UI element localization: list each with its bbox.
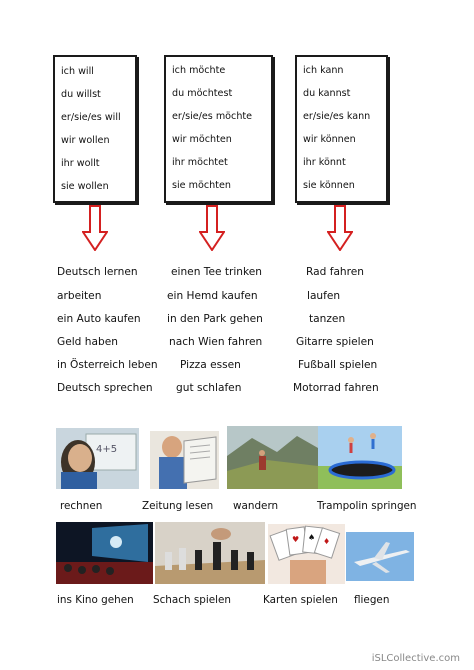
phrase: tanzen [309,313,346,325]
photo-wandern [227,426,318,489]
conjugation-line: ich will [61,66,94,77]
phrase: Motorrad fahren [293,382,379,394]
picture-caption: Karten spielen [263,594,338,606]
conjugation-line: wir können [303,134,356,145]
conjugation-box-moechten [164,55,273,203]
footer-watermark: iSLCollective.com [371,653,460,664]
conjugation-line: sie möchten [172,180,231,191]
conjugation-line: sie wollen [61,181,109,192]
conjugation-line: ihr wollt [61,158,100,169]
phrase: Deutsch lernen [57,266,138,278]
photo-kino [56,522,153,584]
svg-text:♠: ♠ [308,533,316,542]
phrase: in den Park gehen [167,313,263,325]
photo-rechnen [56,428,139,489]
svg-text:4+5: 4+5 [96,444,118,455]
conjugation-line: wir möchten [172,134,232,145]
picture-caption: ins Kino gehen [57,594,134,606]
phrase: ein Hemd kaufen [167,290,258,302]
phrase: Geld haben [57,336,118,348]
photo-schach [155,522,265,584]
conjugation-line: sie können [303,180,355,191]
conjugation-line: er/sie/es möchte [172,111,253,122]
conjugation-line: du möchtest [172,88,233,99]
picture-caption: rechnen [60,500,103,512]
conjugation-line: du willst [61,89,101,100]
phrase: ein Auto kaufen [57,313,141,325]
picture-caption: Trampolin springen [317,500,417,512]
svg-text:♥: ♥ [292,535,300,544]
conjugation-line: du kannst [303,88,351,99]
down-arrow-icon [82,205,108,251]
phrase: Pizza essen [180,359,241,371]
picture-caption: fliegen [354,594,390,606]
picture-caption: Schach spielen [153,594,232,606]
phrase: arbeiten [57,290,102,302]
phrase: Gitarre spielen [296,336,374,348]
conjugation-line: wir wollen [61,135,110,146]
photo-zeitung-lesen [150,431,219,489]
conjugation-line: er/sie/es kann [303,111,371,122]
phrase: einen Tee trinken [171,266,263,278]
phrase: Deutsch sprechen [57,382,153,394]
photo-karten [268,524,345,584]
conjugation-line: er/sie/es will [61,112,121,123]
svg-text:♦: ♦ [323,537,331,546]
phrase: Rad fahren [306,266,365,278]
picture-caption: Zeitung lesen [142,500,214,512]
down-arrow-icon [327,205,353,251]
phrase: in Österreich leben [57,359,158,371]
phrase: laufen [307,290,341,302]
photo-trampolin [318,426,402,489]
conjugation-line: ihr möchtet [172,157,228,168]
phrase: gut schlafen [176,382,242,394]
picture-caption: wandern [233,500,279,512]
conjugation-box-koennen [295,55,388,203]
conjugation-line: ich kann [303,65,344,76]
phrase: nach Wien fahren [169,336,263,348]
conjugation-box-wollen [53,55,137,203]
down-arrow-icon [199,205,225,251]
phrase: Fußball spielen [298,359,378,371]
conjugation-line: ihr könnt [303,157,346,168]
conjugation-line: ich möchte [172,65,226,76]
photo-flugzeug [346,532,414,581]
